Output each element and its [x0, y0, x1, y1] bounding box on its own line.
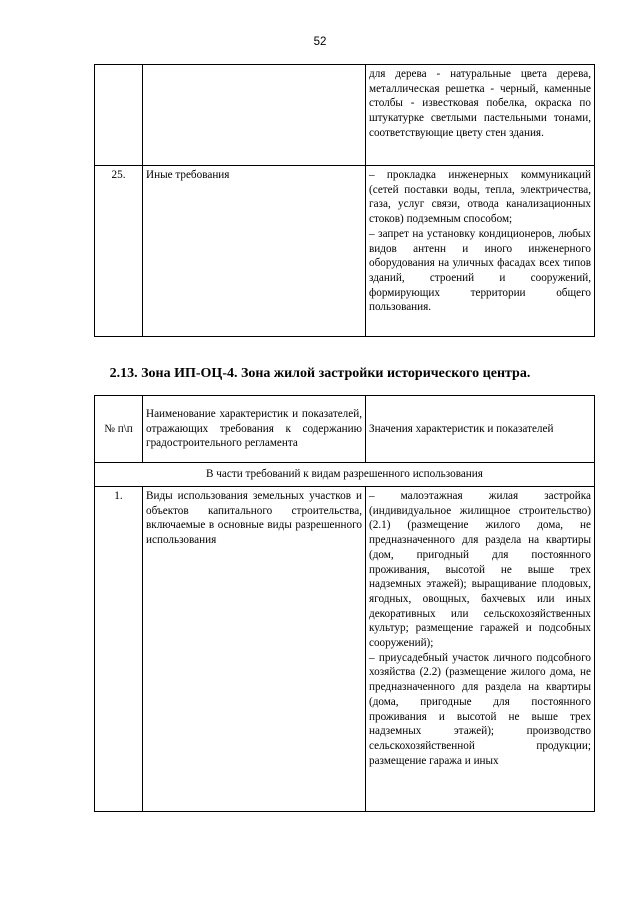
- section-row: [95, 463, 595, 487]
- requirements-table-continued: [94, 64, 595, 337]
- row-value: – прокладка инженерных коммуникаций (сетей поставки воды, тепла, электричества, газа, услуг связи, отвода канализационных стоков) подземным способом; – запрет на установку кондиционеров, любых видов антенн и иного инженерного оборудования на уличных фасадах всех типов зданий, строений и сооружений, формирующих территории общего пользования.: [366, 166, 595, 337]
- row-value: – малоэтажная жилая застройка (индивидуальное жилищное строительство) (2.1) (размещение жилого дома, не предназначенного для раздела на квартиры (дом, пригодный для постоянного проживания, высотой не выше трех надземных этажей); выращивание плодовых, ягодных, овощных, бахчевых или иных декоративных или сельскохозяйственных культур; размещение гаражей и подсобных сооружений); – приусадебный участок личного подсобного хозяйства (2.2) (размещение жилого дома, не предназначенного для раздела на квартиры (дома, пригодные для постоянного проживания и высотой не выше трех надземных этажей); производство сельскохозяйственной продукции; размещение гаража и иных: [366, 487, 595, 812]
- table-row: [95, 487, 595, 812]
- header-name: Наименование характеристик и показателей, отражающих требования к содержанию градостроительного регламента: [143, 396, 366, 463]
- table-row: [95, 65, 595, 166]
- row-name: Виды использования земельных участков и объектов капитального строительства, включаемые в основные виды разрешенного использования: [143, 487, 366, 812]
- row-number: 25.: [95, 166, 143, 337]
- section-heading: 2.13. Зона ИП-ОЦ-4. Зона жилой застройки исторического центра.: [109, 366, 531, 381]
- header-num: № п\п: [95, 396, 143, 463]
- zone-requirements-table: [94, 395, 595, 812]
- table-row: [95, 166, 595, 337]
- section-row-label: В части требований к видам разрешенного использования: [95, 463, 595, 487]
- row-number: 1.: [95, 487, 143, 812]
- table-header-row: [95, 396, 595, 463]
- row-name: Иные требования: [143, 166, 366, 337]
- row-name: [143, 65, 366, 166]
- row-value: для дерева - натуральные цвета дерева, металлическая решетка - черный, каменные столбы - известковая побелка, окраска по штукатурке светлыми пастельными тонами, соответствующие цвету стен здания.: [366, 65, 595, 166]
- row-number: [95, 65, 143, 166]
- page-number: 52: [313, 36, 327, 48]
- page-bottom-margin: [0, 832, 640, 905]
- header-value: Значения характеристик и показателей: [366, 396, 595, 463]
